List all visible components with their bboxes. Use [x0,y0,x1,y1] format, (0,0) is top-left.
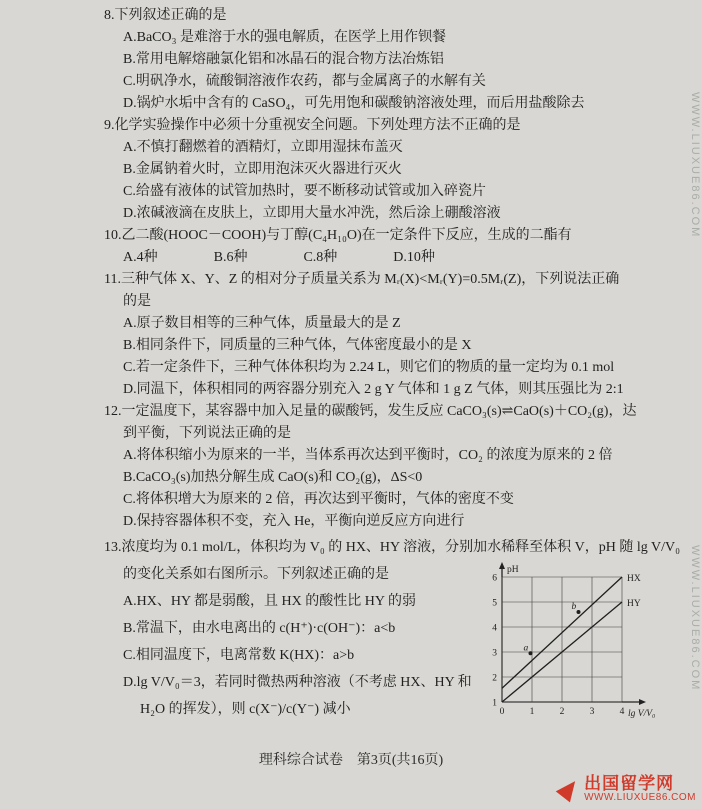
q13-line-4: D.lg V/V₀＝3，若同时微热两种溶液（不考虑 HX、HY 和 [123,675,472,690]
chart-box [472,561,668,733]
svg-text:2: 2 [559,707,565,717]
q12-line-2: A.将体积缩小为原来的一半，当体系再次达到平衡时，CO₂ 的浓度为原来的 2 倍 [123,448,613,463]
q11-line-4: C.若一定条件下，三种气体体积均为 2.24 L，则它们的物质的量一定均为 0.1 mol [123,360,615,375]
q13-lines [104,561,472,723]
svg-text:a: a [523,643,529,654]
q12-line-4: C.将体积增大为原来的 2 倍，再次达到平衡时，气体的密度不变 [123,492,514,507]
q12-line-1: 到平衡，下列说法正确的是 [123,426,291,441]
svg-text:HX: HX [627,574,641,584]
svg-text:b: b [571,602,577,612]
svg-text:pH: pH [507,565,519,575]
watermark-top: WWW.LIUXUE86.COM [689,92,701,239]
q10-line-1: A.4种 B.6种 C.8种 D.10种 [123,250,435,265]
q8-line-4: D.锅炉水垢中含有的 CaSO₄，可先用饱和碳酸钠溶液处理，而后用盐酸除去 [123,96,585,111]
svg-text:3: 3 [492,648,497,659]
q12-line-5: D.保持容器体积不变，充入 He，平衡向逆反应方向进行 [123,514,465,529]
svg-text:5: 5 [492,598,497,609]
q8-line-3: C.明矾净水，硫酸铜溶液作农药，都与金属离子的水解有关 [123,74,486,89]
svg-text:0: 0 [499,707,505,717]
q11-line-5: D.同温下，体积相同的两容器分别充入 2 g Y 气体和 1 g Z 气体，则其压强比为 2:1 [123,382,624,397]
svg-text:2: 2 [492,673,497,684]
exam-content [104,5,680,723]
q8-line-2: B.常用电解熔融氯化铝和冰晶石的混合物方法冶炼铝 [123,52,444,67]
q8-line-0: 8.下列叙述正确的是 [104,8,227,23]
q11-line-2: A.原子数目相等的三种气体，质量最大的是 Z [123,316,401,331]
watermark-bottom: WWW.LIUXUE86.COM [689,545,701,692]
svg-text:HY: HY [627,599,641,609]
svg-text:1: 1 [492,698,497,709]
svg-text:6: 6 [492,573,497,584]
q9-line-2: B.金属钠着火时，立即用泡沫灭火器进行灭火 [123,162,402,177]
liuxue-logo-text [584,775,696,803]
svg-text:1: 1 [529,707,535,717]
q13-line-5: H₂O 的挥发），则 c(X⁻)/c(Y⁻) 减小 [140,702,351,717]
q11-line-1: 的是 [123,294,151,309]
q9-line-4: D.浓碱液滴在皮肤上，立即用大量水冲洗，然后涂上硼酸溶液 [123,206,501,221]
q11-line-3: B.相同条件下，同质量的三种气体，气体密度最小的是 X [123,338,472,353]
svg-text:lg V/V₀: lg V/V₀ [628,709,656,719]
page-footer: 理科综合试卷 第3页(共16页) [258,753,444,768]
liuxue-logo-icon [556,775,582,802]
q13-stem-line: 13.浓度均为 0.1 mol/L，体积均为 V₀ 的 HX、HY 溶液，分别加水稀释至体积 V，pH 随 lg V/V₀ [104,540,680,555]
q13-line-0: 的变化关系如右图所示。下列叙述正确的是 [123,567,389,582]
svg-text:4: 4 [492,623,497,634]
q12-line-3: B.CaCO₃(s)加热分解生成 CaO(s)和 CO₂(g)，ΔS<0 [123,470,423,485]
svg-text:4: 4 [619,707,625,717]
q13-line-1: A.HX、HY 都是弱酸，且 HX 的酸性比 HY 的弱 [123,594,416,609]
q13-line-2: B.常温下，由水电离出的 c(H⁺)·c(OH⁻)：a<b [123,621,396,636]
liuxue-logo [560,775,696,803]
q12-line-0: 12.一定温度下，某容器中加入足量的碳酸钙，发生反应 CaCO₃(s)⇌CaO(s)＋CO₂(g)，达 [104,404,637,419]
dilution-chart [472,561,668,733]
q9-line-3: C.给盛有液体的试管加热时，要不断移动试管或加入碎瓷片 [123,184,486,199]
question-13 [104,535,680,723]
q9-line-1: A.不慎打翻燃着的酒精灯，立即用湿抹布盖灭 [123,140,403,155]
q10-line-0: 10.乙二酸(HOOC－COOH)与丁醇(C₄H₁₀O)在一定条件下反应，生成的二酯有 [104,228,572,243]
q11-line-0: 11.三种气体 X、Y、Z 的相对分子质量关系为 Mᵣ(X)<Mᵣ(Y)=0.5Mᵣ(Z)，下列说法正确 [104,272,620,287]
q8-line-1: A.BaCO₃ 是难溶于水的强电解质，在医学上用作钡餐 [123,30,446,45]
q13-line-3: C.相同温度下，电离常数 K(HX)：a>b [123,648,355,663]
liuxue-logo-title: 出国留学网 [584,773,675,793]
q9-line-0: 9.化学实验操作中必须十分重视安全问题。下列处理方法不正确的是 [104,118,521,133]
liuxue-logo-url: WWW.LIUXUE86.COM [584,791,696,803]
questions-block [104,5,664,533]
svg-text:3: 3 [589,707,595,717]
